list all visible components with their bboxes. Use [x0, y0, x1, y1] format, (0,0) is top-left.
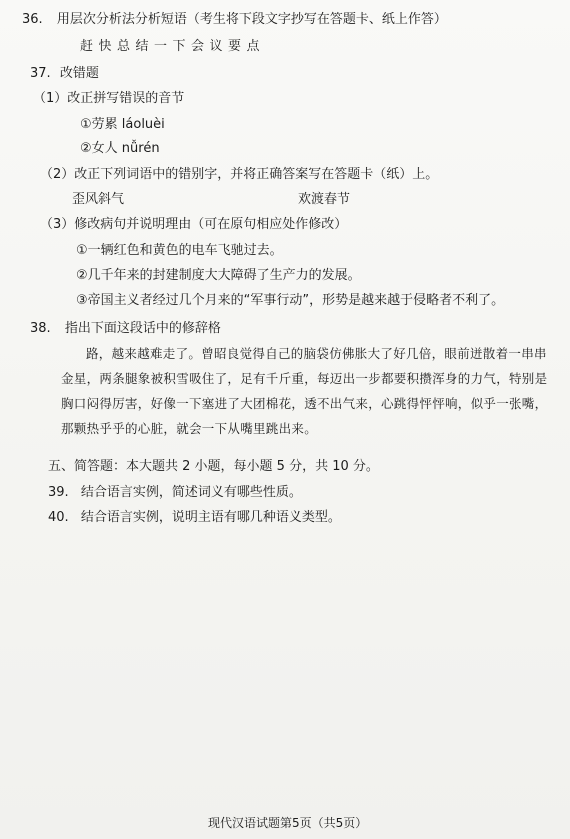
q37-part3-sentence3: ③帝国主义者经过几个月来的“军事行动”，形势是越来越于侵略者不利了。	[76, 293, 505, 308]
q39-number: 39.	[48, 485, 69, 500]
q37-part2-word2: 欢渡春节	[298, 192, 351, 207]
q37-part3-label: （3）修改病句并说明理由（可在原句相应处作修改）	[40, 217, 348, 232]
q38-number: 38.	[30, 321, 51, 336]
q36-line	[22, 12, 447, 28]
q37-title: 改错题	[59, 66, 99, 81]
q39-text: 结合语言实例，简述词义有哪些性质。	[80, 485, 302, 500]
q37-part1-item1: ①劳累 láoluèi	[80, 117, 165, 132]
page-footer: 现代汉语试题第5页（共5页）	[208, 816, 368, 830]
q37-number: 37.	[30, 66, 51, 81]
q37-part1-label: （1）改正拼写错误的音节	[33, 91, 185, 106]
q38-prompt: 指出下面这段话中的修辞格	[64, 321, 221, 336]
q38-passage-line-4: 那颗热乎乎的心脏，就会一下从嘴里跳出来。	[61, 421, 318, 436]
q37-part1-item2: ②女人 nǚrén	[80, 141, 160, 156]
q36-number: 36.	[22, 12, 43, 27]
q37-part3-sentence1: ①一辆红色和黄色的电车飞驰过去。	[76, 243, 283, 258]
q40-text: 结合语言实例，说明主语有哪几种语义类型。	[80, 510, 341, 525]
q38-passage-line-1: 路，越来越难走了。曾昭良觉得自己的脑袋仿佛胀大了好几倍，眼前迸散着一串串	[86, 346, 547, 361]
q40-line	[48, 510, 341, 526]
q36-phrase: 赶快总结一下会议要点	[80, 39, 266, 54]
q40-number: 40.	[48, 510, 69, 525]
q37-part3-sentence2: ②几千年来的封建制度大大障碍了生产力的发展。	[76, 268, 361, 283]
section5-heading: 五、简答题：本大题共 2 小题，每小题 5 分，共 10 分。	[48, 459, 379, 474]
q39-line	[48, 485, 302, 501]
q37-line	[30, 66, 99, 82]
q38-line	[30, 321, 221, 337]
q38-passage-line-2: 金星，两条腿象被积雪吸住了，足有千斤重，每迈出一步都要积攒浑身的力气，特别是	[61, 371, 548, 386]
q37-part2-label: （2）改正下列词语中的错别字，并将正确答案写在答题卡（纸）上。	[40, 167, 439, 182]
q37-part2-word1: 歪风斜气	[72, 192, 125, 207]
q38-passage-line-3: 胸口闷得厉害，好像一下塞进了大团棉花，透不出气来，心跳得怦怦响，似乎一张嘴，	[61, 396, 548, 411]
q36-prompt: 用层次分析法分析短语（考生将下段文字抄写在答题卡、纸上作答）	[56, 12, 447, 27]
